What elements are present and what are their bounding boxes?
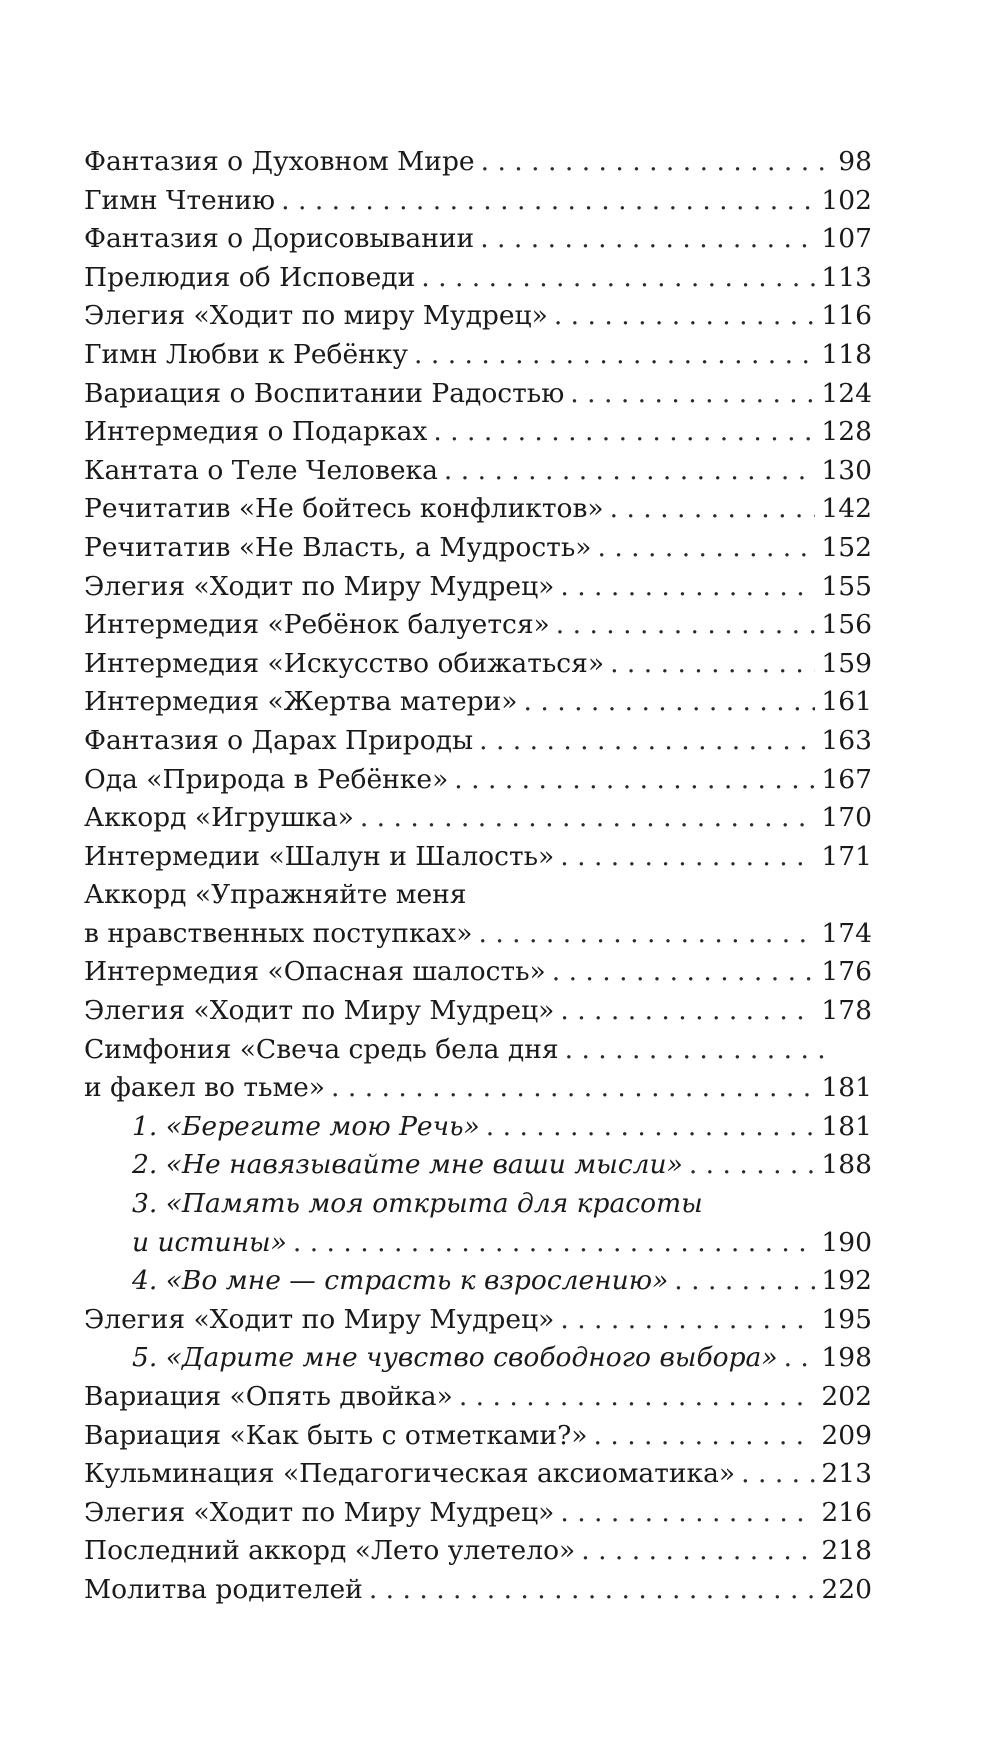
toc-entry-title: Интермедии «Шалун и Шалость» [84,840,555,872]
toc-entry [84,1571,872,1610]
toc-entry [84,568,872,607]
toc-entry-page: 216 [821,1496,872,1528]
dot-leader [331,1069,815,1108]
toc-entry [84,876,872,915]
toc-entry-title: Речитатив «Не Власть, а Мудрость» [84,531,592,563]
toc-entry-title: 5. «Дарите мне чувство свободного выбора» [132,1342,778,1374]
toc-entry-title: Прелюдия об Исповеди [84,261,416,293]
toc-entry-page: 198 [821,1342,872,1374]
toc-entry [84,490,872,529]
toc-entry-page: 155 [821,570,872,602]
toc-entry-title: в нравственных поступках» [84,917,473,949]
toc-entry-page: 181 [821,1072,872,1104]
dot-leader [433,413,815,452]
toc-entry [84,413,872,452]
toc-entry-title: Фантазия о Дарах Природы [84,724,474,756]
dot-leader [741,1455,815,1494]
toc-entry-page: 218 [821,1535,872,1567]
toc-entry-page: 107 [821,223,872,255]
toc-entry-page: 171 [821,840,872,872]
toc-subentry [84,1339,872,1378]
dot-leader [560,992,815,1031]
toc-entry-title: Фантазия о Духовном Мире [84,146,475,177]
dot-leader [478,915,815,954]
dot-leader [444,452,815,491]
toc-entry-page: 102 [821,184,872,216]
toc-entry-title: Речитатив «Не бойтесь конфликтов» [84,493,604,525]
dot-leader [560,1301,815,1340]
toc-entry-title: и истины» [132,1226,287,1258]
toc-entry-page: 190 [821,1226,872,1258]
toc-entry-page: 181 [821,1110,872,1142]
toc-entry [84,220,872,259]
dot-leader [479,722,815,761]
dot-leader [480,220,815,259]
dot-leader [369,1571,816,1610]
toc-entry-title: Интермедия «Ребёнок балуется» [84,609,550,641]
toc-entry-page: 156 [821,609,872,641]
dot-leader [689,1146,816,1185]
toc-subentry [84,1185,872,1224]
dot-leader [481,143,826,182]
toc-entry-page: 195 [821,1303,872,1335]
toc-entry-page: 116 [821,300,872,332]
toc-entry-page: 161 [821,686,872,718]
dot-leader [414,336,815,375]
toc-entry-title: Ода «Природа в Ребёнке» [84,763,449,795]
dot-leader [552,953,816,992]
dot-leader [459,1378,816,1417]
dot-leader [421,259,815,298]
toc-entry [84,529,872,568]
dot-leader [565,1031,826,1070]
toc-entry-page: 202 [821,1381,872,1412]
toc-entry-title: Элегия «Ходит по Миру Мудрец» [84,570,555,602]
dot-leader [784,1339,816,1378]
dot-leader [360,799,816,838]
toc-entry [84,1031,872,1070]
dot-leader [570,375,815,414]
dot-leader [281,182,815,221]
toc-entry-title: 4. «Во мне — страсть к взрослению» [132,1265,669,1297]
toc-entry-title: Аккорд «Игрушка» [84,802,354,834]
toc-entry [84,182,872,221]
dot-leader [524,683,816,722]
dot-leader [560,568,815,607]
toc-entry [84,915,872,954]
toc-entry [84,761,872,800]
toc-entry-title: Элегия «Ходит по миру Мудрец» [84,300,548,332]
toc-entry-title: Интермедия «Опасная шалость» [84,956,546,988]
toc-entry [84,992,872,1031]
toc-entry-page: 213 [821,1458,872,1490]
toc-subentry [84,1146,872,1185]
toc-entry-title: Элегия «Ходит по Миру Мудрец» [84,1303,555,1335]
toc-entry-page: 118 [821,338,872,370]
toc-entry-page: 128 [821,416,872,448]
toc-entry-title: Фантазия о Дорисовывании [84,223,475,255]
toc-subentry [84,1224,872,1263]
toc-entry-title: Вариация «Опять двойка» [84,1381,453,1412]
toc-entry [84,1417,872,1456]
toc-entry [84,953,872,992]
toc-entry-page: 174 [821,917,872,949]
dot-leader [486,1108,816,1147]
toc-entry-page: 130 [821,454,872,486]
toc-entry-page: 163 [821,724,872,756]
dot-leader [597,529,815,568]
toc-entry [84,259,872,298]
toc-entry-page: 170 [821,802,872,834]
toc-entry-page: 152 [821,531,872,563]
dot-leader [560,1494,815,1533]
toc-entry [84,297,872,336]
toc-entry [84,606,872,645]
toc-entry-page: 113 [821,261,872,293]
toc-entry-title: Интермедия о Подарках [84,416,428,448]
toc-entry-page: 188 [821,1149,872,1181]
toc-entry-title: Кульминация «Педагогическая аксиоматика» [84,1458,736,1490]
table-of-contents [84,143,872,1610]
toc-entry [84,645,872,684]
dot-leader [674,1262,815,1301]
toc-entry-page: 124 [821,377,872,409]
toc-entry [84,1532,872,1571]
toc-entry [84,683,872,722]
toc-entry-title: Элегия «Ходит по Миру Мудрец» [84,1496,555,1528]
toc-entry-title: Симфония «Свеча средь бела дня [84,1033,559,1065]
toc-entry-title: и факел во тьме» [84,1072,326,1104]
toc-entry-title: Вариация о Воспитании Радостью [84,377,565,409]
toc-subentry [84,1262,872,1301]
toc-entry-title: 2. «Не навязывайте мне ваши мысли» [132,1149,683,1181]
toc-entry [84,375,872,414]
dot-leader [560,838,815,877]
dot-leader [594,1417,816,1456]
toc-entry-page: 167 [821,763,872,795]
toc-entry-title: Гимн Чтению [84,184,276,216]
toc-entry-title: Последний аккорд «Лето улетело» [84,1535,576,1567]
toc-entry-title: Интермедия «Искусство обижаться» [84,647,605,679]
toc-entry-page: 98 [838,146,872,177]
dot-leader [610,490,816,529]
toc-entry-page: 142 [821,493,872,525]
dot-leader [610,645,815,684]
toc-entry [84,452,872,491]
toc-entry-title: 3. «Память моя открыта для красоты [132,1188,703,1220]
toc-entry-page: 159 [821,647,872,679]
toc-entry-title: 1. «Берегите мою Речь» [132,1110,480,1142]
toc-entry-title: Молитва родителей [84,1573,363,1605]
toc-entry [84,1378,872,1417]
dot-leader [454,761,815,800]
dot-leader [293,1224,816,1263]
toc-entry-title: Вариация «Как быть с отметками?» [84,1419,588,1451]
toc-entry-page: 176 [821,956,872,988]
toc-entry-title: Кантата о Теле Человека [84,454,438,486]
toc-entry-title: Гимн Любви к Ребёнку [84,338,409,370]
toc-entry [84,143,872,182]
toc-entry-page: 209 [821,1419,872,1451]
toc-entry-page: 192 [821,1265,872,1297]
toc-subentry [84,1108,872,1147]
toc-entry [84,1069,872,1108]
toc-entry [84,1455,872,1494]
toc-entry-title: Интермедия «Жертва матери» [84,686,518,718]
toc-entry [84,838,872,877]
toc-entry [84,799,872,838]
toc-entry [84,722,872,761]
toc-entry-title: Элегия «Ходит по Миру Мудрец» [84,995,555,1027]
toc-entry-page: 220 [821,1573,872,1605]
dot-leader [581,1532,815,1571]
toc-entry-title: Аккорд «Упражняйте меня [84,879,467,911]
dot-leader [556,606,816,645]
toc-entry [84,1494,872,1533]
toc-entry [84,1301,872,1340]
toc-entry-page: 178 [821,995,872,1027]
toc-entry [84,336,872,375]
dot-leader [554,297,816,336]
